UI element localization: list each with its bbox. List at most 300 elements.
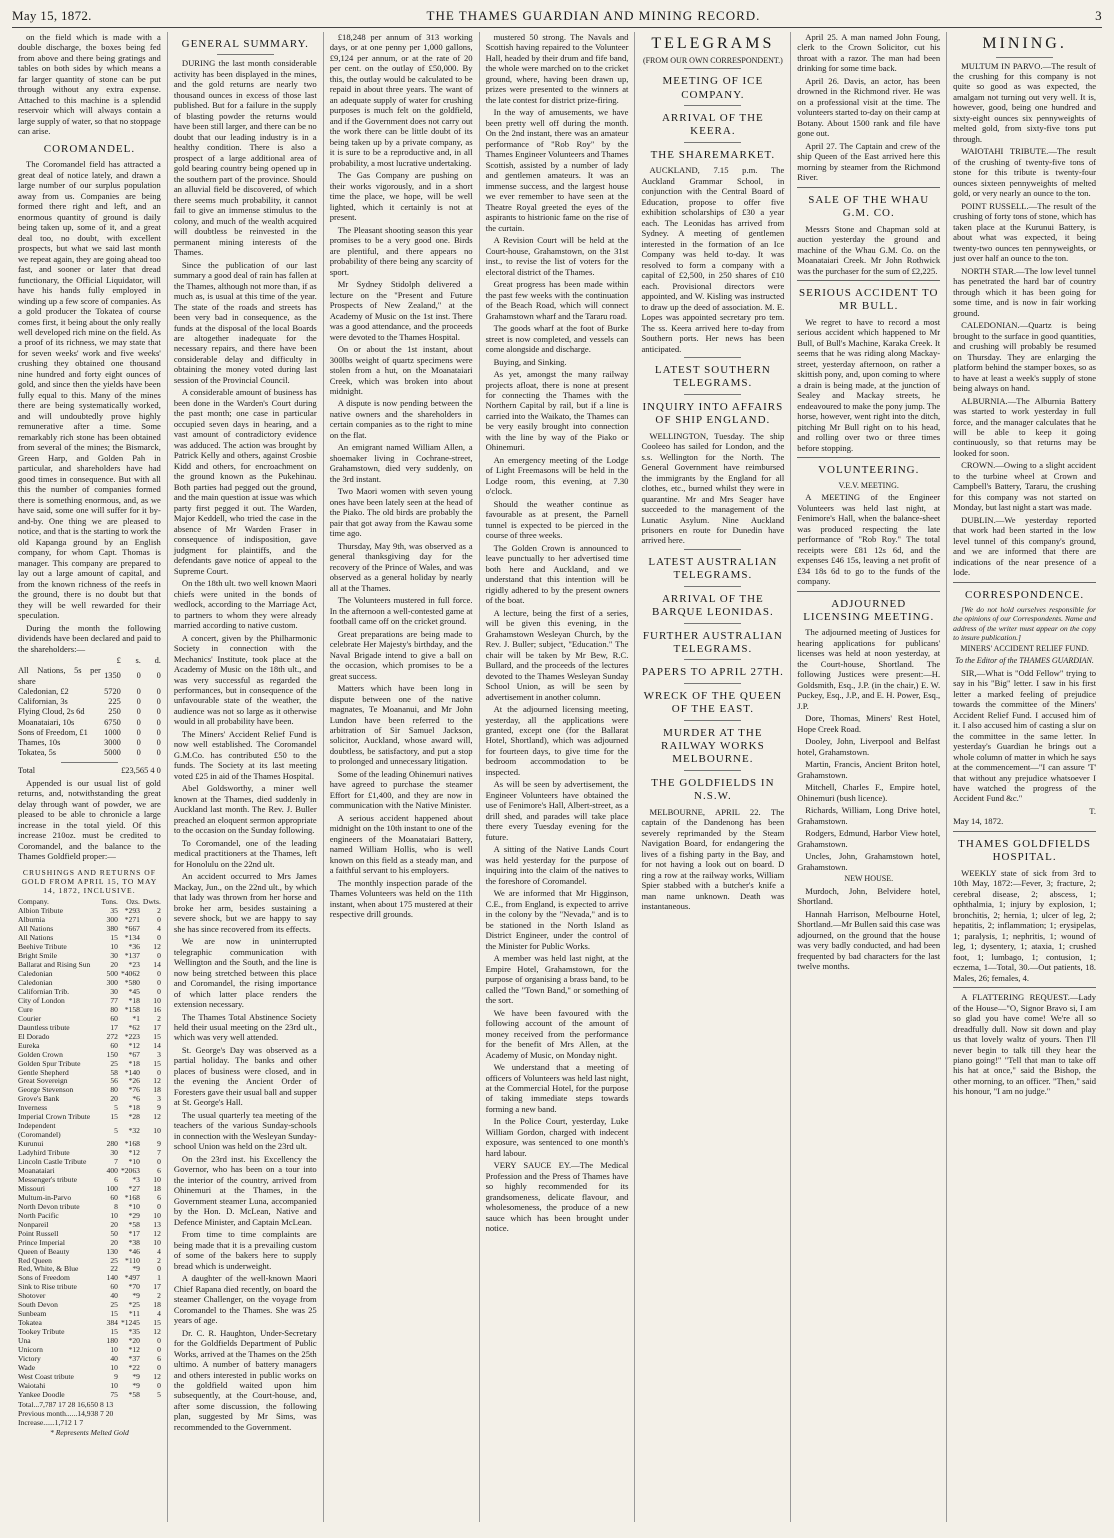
news-paragraph: Two Maori women with seven young ones have been lately seen at the head of the Piako. The old birds are probably the pair that got away from the Kawau some time ago.	[329, 486, 473, 539]
telegram-heading: INQUIRY INTO AFFAIRS OF SHIP ENGLAND.	[642, 400, 784, 427]
divider	[953, 987, 1096, 988]
column-3-body	[330, 32, 473, 920]
crushing-value: *18	[128, 1058, 140, 1068]
crushing-value: 1	[157, 1273, 161, 1283]
crushing-value: 12	[153, 1076, 161, 1086]
telegram-text: WELLINGTON, Tuesday. The ship Cooleeo has sailed for London, and the s.s. Wellington for the North. The General Government have reimbursed the immigrants by the England for all clothes, etc., burned whilst they were in quarantine. Mr and Mrs Seager have succeeded to the management of the Lunatic Asylum. Nine Auckland prisoners en route for Dunedin have arrived here.	[641, 430, 785, 546]
news-paragraph: The monthly inspection parade of the Thames Volunteers was held on the 11th instant, when about 175 mustered at their respective drill grounds.	[329, 877, 473, 920]
dividend-pounds: 6750	[104, 717, 121, 727]
news-paragraph: As yet, amongst the many railway projects afloat, there is none at present for connecting the Thames with the Northern Capital by rail, but if a line is carried into the Waikato, the Thames can be very easily brought into connection with the line by way of the Piako or Ohinemuri.	[485, 369, 629, 453]
crushing-company: Alburnia	[18, 915, 45, 925]
crushing-value: 16	[153, 1004, 161, 1014]
crushing-value: 10	[110, 1345, 118, 1355]
news-paragraph: The Volunteers mustered in full force. In the afternoon a well-contested game at football came off on the cricket ground.	[329, 595, 473, 627]
dividend-pence: 0	[156, 686, 161, 696]
letter-date: May 14, 1872.	[953, 816, 1004, 827]
telegram-heading: PAPERS TO APRIL 27TH.	[641, 666, 784, 679]
letter-heading: MINERS' ACCIDENT RELIEF FUND.	[960, 644, 1089, 654]
mining-paragraph: NORTH STAR.—The low level tunnel has penetrated the hard bar of country through which it has been going for some time, and is now in fair working ground.	[953, 265, 1097, 318]
crushing-value: 100	[106, 1183, 118, 1193]
summary-paragraph: From time to time complaints are being made that it is a prevailing custom of some of the bakers here to supply bread which is underweight.	[173, 1229, 317, 1271]
whau-heading: SALE OF THE WHAU G.M. CO.	[808, 193, 930, 220]
crushing-company: Grove's Bank	[18, 1094, 60, 1104]
telegrams-body	[641, 68, 784, 911]
news-paragraph: A sitting of the Native Lands Court was held yesterday for the purpose of inquiring into the claim of the natives to the foreshore of Coromandel.	[485, 844, 629, 886]
dividends-total	[18, 766, 161, 776]
crushing-value: 50	[110, 1228, 118, 1238]
crushing-row	[18, 1391, 161, 1400]
dividend-shillings: 0	[136, 748, 141, 758]
licensing-tail: Hannah Harrison, Melbourne Hotel, Shortland.—Mr Bullen said this case was adjourned, on the ground that the house was very badly conducted, and had been frequented by bad characters for the last twelve months.	[797, 908, 941, 972]
crushing-value: *58	[128, 1389, 140, 1399]
coromandel-text: The Coromandel field has attracted a great deal of notice lately, and drawn a large number of our surplus population away from us. Companies are being formed there right and left, and an enormous quantity of ground is daily being taken up, some of it, and a great deal too, no doubt, with excellent prospects, but what we said last month we repeat again, they are going ahead too fast, and sooner or later that dread functionary, the Official Liquidator, will have his hands fully employed in winding up a few score of companies. As a gold producer the Tokatea of course comes first, it being about the only really well developed rich mine on the field. As a proof of its richness, we may state that for seven weeks' work and five weeks' crushing they obtained one thousand nine hundred and forty eight ounces of gold, and since then the yields have been fully equal to this. Many of the mines there are being systematically worked, and will undoubtedly prove highly remunerative after a time. Some remarkably rich stone has been obtained from several of the mines; the Bismarck, Green Harp, and Golden Pah in particular, and shareholders have had good times in consequence. But with all this the number of companies formed there is something enormous, and, as we have said, some one will suffer for it by-and-by. One thing we are pleased to notice, and that is the starting to work the old Kapanga ground by an English company, for whom Capt. Thomas is manager. This company are prepared to lay out a large amount of capital, and from the known richness of the reefs in the ground, there is no doubt but that they will be well rewarded for their speculation.	[18, 159, 161, 621]
crushing-value: 12	[153, 1327, 161, 1337]
license-entry: Dore, Thomas, Miners' Rest Hotel, Hope Creek Road.	[797, 713, 941, 734]
divider	[684, 659, 741, 660]
dividend-shillings: 0	[136, 686, 141, 696]
crushing-value: 12	[153, 1228, 161, 1238]
telegram-heading: MURDER AT THE RAILWAY WORKS MELBOURNE.	[660, 726, 765, 766]
crushing-value: 75	[110, 1389, 118, 1399]
crushing-value: 384	[106, 1318, 118, 1328]
dividend-pounds: 5000	[104, 748, 121, 758]
hospital-heading: THAMES GOLDFIELDS HOSPITAL.	[958, 837, 1091, 864]
crushing-value: 18	[153, 1183, 161, 1193]
summary-paragraph: A daughter of the well-known Maori Chief Rapana died recently, on board the steamer Challenger, on the voyage from Coromandel to the Thames. She was 25 years of age.	[173, 1273, 317, 1326]
crushings-column-header: Dwts.	[142, 897, 161, 907]
crushing-value: 25	[110, 1255, 118, 1265]
crushing-value: 0	[157, 1380, 161, 1390]
summary-paragraph: To Coromandel, one of the leading medical practitioners at the Thames, left for Honolulu on the 22nd ult.	[173, 837, 317, 869]
crushing-company: Sons of Freedom	[18, 1273, 70, 1283]
dividends-after: Appended is our usual list of gold returns, and, notwithstanding the great delay through want of powder, we are pleased to be able to chronicle a large increase in the total yield. Of this increase 210oz. must be credited to Coromandel, and the balance to the Thames Goldfield proper:—	[18, 777, 161, 862]
crushing-value: 80	[110, 1085, 118, 1095]
crushing-value: 2	[157, 1255, 161, 1265]
news-paragraph: In the way of amusements, we have been pretty well off during the month. On the 2nd instant, there was an amateur performance of "Rob Roy" by the Thames Engineer Volunteers and Thames Scottish, assisted by a number of lady and gentlemen amateurs. It was an immense success, and the largest house we ever remember to have seen at the Theatre Royal greeted the eyes of the aspirants to histrionic fame on the rise of the curtain.	[485, 107, 629, 233]
crushing-value: *9	[132, 1380, 140, 1390]
dividend-pence: 0	[156, 717, 161, 727]
crushing-value: *67	[128, 1049, 140, 1059]
divider	[684, 105, 741, 106]
crushing-company: El Dorado	[18, 1031, 50, 1041]
crushing-value: 140	[106, 1273, 118, 1283]
dividend-pence: 0	[156, 707, 161, 717]
news-paragraph: A lecture, being the first of a series, will be given this evening, in the Grahamstown Wesleyan Church, by the Rev. J. Buller; subject, "Education." The chair will be taken by Mr Bew, R.C. Bullard, and the proceeds of the lectures devoted to the Thames Wesleyan Sunday School Union, as will be seen by advertisement in another column.	[485, 607, 629, 702]
divider	[684, 68, 741, 69]
crushing-value: *27	[128, 1183, 140, 1193]
crushing-value: 10	[153, 1237, 161, 1247]
news-paragraph: At the adjourned licensing meeting, yesterday, all the applications were granted, except one (for the Ballarat Hotel, Shortland), which was adjourned for fourteen days, to give time for the bedroom accommodation to be inspected.	[485, 704, 629, 777]
crushing-value: 10	[110, 1380, 118, 1390]
crushing-company: Tokatea	[18, 1318, 42, 1328]
news-paragraph: We have been favoured with the following account of the amount of money received from the performance for the benefit of Mrs Allen, at the Academy of Music, on Monday night.	[485, 1007, 629, 1060]
dividend-pounds: 250	[108, 707, 121, 717]
summary-paragraph: An accident occurred to Mrs James Mackay, Jun., on the 22nd ult., by which that lady was thrown from her horse and broke her arm, besides sustaining a severe shock, but we are happy to say she has since recovered from its effects.	[173, 871, 317, 934]
bull-heading: SERIOUS ACCIDENT TO MR BULL.	[799, 287, 939, 313]
volunteering-text: A MEETING of the Engineer Volunteers was held last night, at Fenimore's Hall, when the balance-sheet was produced respecting the late performance of "Rob Roy." The total receipts were £81 12s 6d, and the expenses £46 15s, leaving a net profit of £34 18s 6d to go to the funds of the company.	[797, 492, 941, 587]
crushing-value: 10	[110, 1362, 118, 1372]
divider	[217, 54, 274, 55]
crushing-value: 5	[157, 1389, 161, 1399]
column-4-body	[486, 32, 629, 1234]
crushing-value: 6	[157, 1192, 161, 1202]
dividend-company: All Nations, 5s per share	[18, 666, 101, 686]
crushing-value: 3	[157, 1049, 161, 1059]
crushing-company: Courier	[18, 1013, 42, 1023]
crushing-company: Nonpareil	[18, 1219, 49, 1229]
crushing-value: 0	[157, 969, 161, 979]
crushing-company: North Pacific	[18, 1210, 59, 1220]
dividends-unit-label: £	[116, 656, 121, 666]
hospital-text: WEEKLY state of sick from 3rd to 10th May, 1872:—Fever, 3; fracture, 2; cerebral disease, 2; abscess, 1; ophthalmia, 1; injury by explosion, 1; bronchitis, 2; hernia, 1; ulcer of leg, 2; hepatitis, 2; inflammation; 1; erysipelas, 1; paralysis, 1; nephritis, 1; wound of leg, 1; dysentery, 1; ataxia, 1; crushed foot, 1; lumbago, 1; contusion, 1; eczema, 1—Total, 30.—Out patients, 18. Males, 26; females, 4.	[953, 867, 1097, 983]
crushing-value: *1245	[120, 1318, 140, 1328]
crushing-value: 4	[157, 1309, 161, 1319]
crushing-value: *23	[128, 960, 140, 970]
crushing-company: Messenger's tribute	[18, 1174, 77, 1184]
news-paragraph: We are informed that Mr Higginson, C.E., from England, is expected to arrive in the colony by the "Nevada," and is to be stationed in the North Island as District Engineer, under the control of the Minister for Public Works.	[485, 888, 629, 951]
anecdote-text: A FLATTERING REQUEST.—Lady of the House—"O, Signor Bravo si, I am so glad you have come! We're all so dreadfully dull. Now sit down and play us that lovely waltz of yours. Then I'll never begin to talk till they hear the piano going!" "Tell that man to take off his hat at once," said the Bishop, the other morning, to an officer. "Then," said his honour, "I am no judge."	[953, 992, 1097, 1097]
crushing-value: 4	[157, 1246, 161, 1256]
crushing-value: 12	[153, 942, 161, 952]
crushing-value: 10	[153, 1174, 161, 1184]
dividend-company: Caledonian, £2	[18, 686, 69, 696]
crushing-company: Californian Trib.	[18, 986, 70, 996]
dividend-company: Tokatea, 5s	[18, 748, 57, 758]
letter-addressee: To the Editor of the THAMES GUARDIAN.	[955, 655, 1094, 665]
news-paragraph: The Gas Company are pushing on their works vigorously, and in a short time the place, we hope, will be well lighted, which it certainly is not at present.	[329, 170, 473, 223]
crushing-value: 15	[110, 1327, 118, 1337]
crushing-value: *3	[132, 1174, 140, 1184]
whau-text: Messrs Stone and Chapman sold at auction yesterday the ground and machine of the Whau G.M. Co. on the Moanataiari Creek. Mr John Rothwick was the purchaser for the sum of £2,225.	[797, 223, 941, 276]
crushing-company: Una	[18, 1336, 31, 1346]
news-paragraph: The Golden Crown is announced to leave punctually to her advertised time both here and Auckland, and we understand that this intention will be rigidly adhered to by the present owners of the boat.	[485, 542, 629, 606]
crushing-value: *137	[124, 951, 140, 961]
telegram-text: AUCKLAND, 7.15 p.m. The Auckland Grammar School, in conjunction with the Central Board of Education, propose to offer five exhibition scholarships of £30 a year each. The Leonidas has arrived from Sydney. A meeting of gentlemen interested in the formation of an Ice Company was held to-day. It was resolved to form a company with a capital of £2,500, in 250 shares of £10 each. Provisional directors were appointed, and W. Kisling was instructed to draw up the deed of association. M. E. Lopes was appointed secretary pro tem. The ss. Keera arrived here to-day from Southern ports. Her news has been anticipated.	[641, 165, 785, 354]
crushing-value: *58	[128, 1219, 140, 1229]
crushing-company: Sunbeam	[18, 1309, 47, 1319]
crushing-value: 2	[157, 906, 161, 916]
crushing-value: 17	[153, 1022, 161, 1032]
crushing-company: Victory	[18, 1354, 41, 1363]
licensing-text: The adjourned meeting of Justices for hearing applications for publicans' licenses was held at noon yesterday, at the Court-house, Shortland. The following Justices were present:—H. Goldsmith, Esq., J.P. (in the chair,) E. W. Puckey, Esq., J.P., and E. H. Power, Esq., J.P.	[797, 627, 941, 711]
mining-paragraph: POINT RUSSELL.—The result of the crushing of forty tons of stone, which has taken place at the Kurunui Battery, is about what was expected, it being twenty-two ounces ten pennyweights, or just over half an ounce to the ton.	[953, 200, 1097, 264]
crushing-company: George Stevenson	[18, 1085, 74, 1095]
crushing-company: Inverness	[18, 1103, 48, 1113]
crushing-company: Missouri	[18, 1183, 46, 1193]
crushing-company: All Nations	[18, 933, 54, 943]
crushing-value: 10	[153, 1125, 161, 1135]
newspaper-title: THE THAMES GUARDIAN AND MINING RECORD.	[426, 8, 761, 23]
divider	[684, 549, 741, 550]
crushing-company: All Nations	[18, 924, 54, 934]
telegram-paragraph: April 26. Davis, an actor, has been drowned in the Richmond river. He was on a professional visit at the time. The volunteers started to-day on their camp at Botany. About 1500 rank and file have gone out.	[797, 75, 941, 139]
crushing-value: *158	[124, 1004, 140, 1014]
crushings-column-header: Company.	[18, 897, 49, 907]
crushing-value: 6	[157, 1165, 161, 1175]
divider	[684, 357, 741, 358]
column-3	[324, 32, 480, 1522]
license-entry: Rodgers, Edmund, Harbor View hotel, Grahamstown.	[797, 828, 941, 849]
dividend-company: Sons of Freedom, £1	[18, 727, 88, 737]
dividend-company: Flying Cloud, 2s 6d	[18, 707, 85, 717]
crushing-value: *110	[125, 1255, 140, 1265]
crushing-value: 15	[153, 1031, 161, 1041]
divider	[684, 683, 741, 684]
crushings-table	[18, 898, 161, 1399]
crushings-column-header: Tons.	[101, 897, 118, 907]
crushing-value: *134	[124, 933, 140, 943]
news-paragraph: Great preparations are being made to celebrate Her Majesty's birthday, and the Naval Brigade intend to give a ball on the occasion, which promises to be a great success.	[329, 628, 473, 681]
crushing-value: 14	[153, 1040, 161, 1050]
crushing-value: 2	[157, 1291, 161, 1301]
bull-text: We regret to have to record a most serious accident which happened to Mr Bull, of Bull's Machine, Karaka Creek. It seems that he was riding along Mackay-street, yesterday afternoon, on rather a skittish pony, and, upon coming to where a drain is being made, at the junction of Sealey and Mackay streets, he endeavoured to make the pony jump. The horse, however, went right into the ditch, pitching Mr Bull right on to his head, and rolling over two or three times before stopping.	[797, 316, 941, 453]
dividend-row	[18, 748, 161, 758]
mining-paragraph: MULTUM IN PARVO.—The result of the crushing for this company is not quite so good as was expected, the amalgam not turning out very well. It is, however, good, being one hundred and sixty-eight ounces six pennyweights of melted gold, from sixty-five tons put through.	[953, 60, 1097, 144]
crushing-company: Point Russell	[18, 1228, 59, 1238]
crushing-value: 7	[114, 1157, 118, 1167]
telegrams-subheading: (FROM OUR OWN CORRESPONDENT.)	[642, 55, 783, 65]
crushing-value: 0	[157, 1264, 161, 1274]
crushing-company: North Devon tribute	[18, 1201, 80, 1211]
news-paragraph: The goods wharf at the foot of Burke street is now completed, and vessels can come alongside and discharge.	[485, 323, 629, 355]
dividend-shillings: 0	[136, 727, 141, 737]
dividend-row	[18, 718, 161, 728]
correspondence-note: [We do not hold ourselves responsible for the opinions of our Correspondents. Name and address of the writer must appear on the copy to insure publication.]	[953, 605, 1097, 642]
crushing-company: Yankee Doodle	[18, 1389, 65, 1399]
crushing-value: 22	[110, 1264, 118, 1274]
crushing-value: *10	[128, 1157, 140, 1167]
news-paragraph: Great progress has been made within the past few weeks with the continuation of the Beach Road, which will connect Grahamstown wharf and the Tararu road.	[485, 279, 629, 321]
dividend-pounds: 225	[108, 697, 121, 707]
crushing-value: 0	[157, 933, 161, 943]
crushing-value: *45	[128, 986, 140, 996]
crushing-value: *580	[124, 977, 140, 987]
crushing-value: *18	[128, 995, 140, 1005]
crushing-company: Queen of Beauty	[18, 1246, 70, 1256]
crushing-value: *667	[124, 924, 140, 934]
dividends-intro: During the month the following dividends have been declared and paid to the shareholders:—	[18, 622, 161, 654]
crushing-value: 12	[153, 1371, 161, 1381]
crushing-value: 6	[157, 1354, 161, 1363]
crushing-company: City of London	[18, 995, 65, 1005]
new-house-text: Murdoch, John, Belvidere hotel, Shortland.	[797, 885, 941, 907]
news-paragraph: Matters which have been long in dispute between one of the native magnates, Te Moananui, and Mr John Lundon have been referred to the arbitration of Sir Samuel Jackson, solicitor, Auckland, whose award will, doubtless, be satisfactory, and put a stop to prolonged and unnecessary litigation.	[329, 683, 473, 767]
crushing-value: 0	[157, 1201, 161, 1211]
crushing-value: 77	[110, 995, 118, 1005]
crushing-company: Multum-in-Parvo	[18, 1192, 72, 1202]
crushing-value: 30	[110, 951, 118, 961]
mining-body	[953, 61, 1096, 578]
crushing-value: 280	[106, 1139, 118, 1149]
crushing-value: 0	[157, 1157, 161, 1167]
divider	[797, 591, 940, 592]
dividends-total-value: £23,565 4 0	[121, 765, 161, 775]
crushing-company: Beehive Tribute	[18, 942, 67, 952]
crushing-company: Red Queen	[18, 1255, 52, 1265]
crushing-value: *2063	[120, 1165, 140, 1175]
crushing-value: 300	[106, 977, 118, 987]
dividend-row	[18, 697, 161, 707]
crushing-value: *271	[124, 915, 140, 925]
crushing-company: West Coast tribute	[18, 1371, 74, 1381]
crushing-value: 18	[153, 1300, 161, 1310]
crushing-value: 9	[157, 1103, 161, 1113]
page-number: 3	[1095, 8, 1102, 23]
crushing-value: 58	[110, 1067, 118, 1077]
news-paragraph: In the Police Court, yesterday, Luke William Gordon, charged with indecent exposure, was sentenced to one month's hard labour.	[485, 1116, 629, 1158]
column-1	[12, 32, 168, 1522]
news-paragraph: As will be seen by advertisement, the Engineer Volunteers have obtained the use of Fenimore's Hall, Albert-street, as a drill shed, and parades will take place there every Tuesday evening for the future.	[485, 779, 629, 842]
dividend-shillings: 0	[136, 707, 141, 717]
crushing-value: 10	[110, 1210, 118, 1220]
dividend-company: Moanataiari, 10s	[18, 717, 75, 727]
crushing-value: 272	[106, 1031, 118, 1041]
dividend-pence: 0	[156, 671, 161, 681]
crushing-value: *9	[132, 1291, 140, 1301]
licensing-heading: ADJOURNED LICENSING MEETING.	[803, 597, 935, 624]
divider	[684, 142, 741, 143]
crushing-value: *9	[132, 1264, 140, 1274]
divider	[953, 831, 1096, 832]
news-paragraph: Thursday, May 9th, was observed as a general thanksgiving day for the recovery of the Prince of Wales, and was observed as a general holiday by nearly all at the Thames.	[329, 540, 473, 593]
crushing-value: 0	[157, 1336, 161, 1346]
divider	[684, 623, 741, 624]
masthead	[12, 8, 1102, 28]
divider	[996, 57, 1053, 58]
dividend-pounds: 3000	[104, 738, 121, 748]
license-entry: Mitchell, Charles F., Empire hotel, Ohinemuri (bush licence).	[797, 782, 941, 803]
news-paragraph: Mr Sydney Stidolph delivered a lecture on the "Present and Future Prospects of New Zealand," at the Academy of Music on the 1st inst. There was a good attendance, and the proceeds were devoted to the Thames Hospital.	[329, 279, 473, 342]
dividend-row	[18, 707, 161, 717]
crushing-value: 2	[157, 1013, 161, 1023]
crushings-column-header: Ozs.	[126, 897, 140, 907]
columns	[12, 32, 1102, 1522]
crushing-value: *76	[128, 1085, 140, 1095]
dividend-row	[18, 738, 161, 748]
crushing-value: 25	[110, 1058, 118, 1068]
dividend-shillings: 0	[136, 697, 141, 707]
dividend-row	[18, 666, 161, 687]
crushing-company: Ladyhird Tribute	[18, 1148, 70, 1158]
crushing-value: 4	[157, 924, 161, 934]
crushing-company: Cure	[18, 1004, 33, 1014]
divider	[684, 586, 741, 587]
crushing-company: Bright Smile	[18, 951, 58, 961]
crushing-company: Caledonian	[18, 977, 53, 987]
license-entry: Uncles, John, Grahamstown hotel, Grahamstown.	[797, 851, 941, 872]
crushing-value: 130	[106, 1246, 118, 1256]
news-paragraph: Should the weather continue as favourable as at present, the Parnell tunnel is expected to be pierced in the course of three weeks.	[485, 498, 629, 541]
crushing-company: Albion Tribute	[18, 906, 63, 916]
crushing-company: Caledonian	[18, 969, 53, 979]
news-paragraph: On or about the 1st instant, about 300lbs weight of quartz specimens were stolen from a hut, on the Moanataiari Creek, which was broken into about midnight.	[329, 344, 473, 396]
crushing-value: 0	[157, 915, 161, 925]
crushing-value: 0	[157, 951, 161, 961]
crushing-company: Independent (Coromandel)	[18, 1121, 61, 1140]
crushing-value: 25	[110, 1300, 118, 1310]
telegram-heading: FURTHER AUSTRALIAN TELEGRAMS.	[642, 629, 783, 655]
crushing-value: *12	[128, 1148, 140, 1158]
crushing-value: *20	[128, 1336, 140, 1346]
coromandel-heading: COROMANDEL.	[43, 142, 136, 155]
divider	[797, 280, 940, 281]
crushing-value: 14	[153, 960, 161, 970]
crushing-company: Great Sovereign	[18, 1076, 68, 1086]
intro-paragraph: on the field which is made with a double discharge, the boxes being fed from above and there being gratings and tables on both sides by which means a far larger quantity of stone can be put through without any extra expense. Attached to this machine is a splendid reservoir which will always contain a large supply of water, so that no stoppage can arise.	[18, 32, 161, 137]
summary-paragraph: Dr. C. R. Haughton, Under-Secretary for the Goldfields Department of Public Works, arrived at the Thames on the 25th ultimo. A number of battery managers and others interested in public works on the goldfield waited upon him subsequently, at the Court-house, and, after some discussion, the following plan, suggested by Mr Sims, was recommended to the Government.	[173, 1327, 317, 1432]
new-house-heading: NEW HOUSE.	[844, 874, 894, 884]
letter-signature: T.	[1089, 805, 1097, 816]
crushing-value: 17	[153, 1282, 161, 1292]
crushing-company: Shotover	[18, 1291, 46, 1301]
dividend-company: Californian, 3s	[18, 697, 68, 707]
crushing-company: Tookey Tribute	[18, 1327, 65, 1337]
crushing-value: 5	[114, 1103, 118, 1113]
summary-paragraph: Since the publication of our last summary a good deal of rain has fallen at the Thames, although not more than, if as much as, is usual at this time of the year. The state of the roads and streets has been very bad in consequence, as the funds at the disposal of the local Boards are altogether inadequate for the necessary repairs, and there have been considerable delay and difficulty in obtaining the money voted during last session of the Provincial Council.	[173, 259, 317, 385]
crushing-value: 9	[114, 1371, 118, 1381]
crushing-value: *62	[128, 1022, 140, 1032]
summary-paragraph: On the 18th ult. two well known Maori chiefs were united in the bonds of wedlock, according to the Marriage Act, to partners to whom they were already married according to native custom.	[173, 578, 317, 631]
crushing-value: *223	[124, 1031, 140, 1041]
crushing-value: 15	[110, 933, 118, 943]
telegram-heading: LATEST AUSTRALIAN TELEGRAMS.	[648, 555, 778, 582]
mining-heading: MINING.	[982, 35, 1067, 52]
news-paragraph: A Revision Court will be held at the Court-house, Grahamstown, on the 31st inst., to revise the list of voters for the electoral district of the Thames.	[485, 235, 629, 277]
news-paragraph: An emergency meeting of the Lodge of Light Freemasons will be held in the Lodge room, this evening, at 7.30 o'clock.	[485, 454, 629, 497]
dividend-pounds: 1350	[104, 671, 121, 681]
dividends-unit-label: s.	[135, 656, 141, 666]
telegram-paragraph: April 27. The Captain and crew of the ship Queen of the East arrived here this morning by steamer from the Richmond River.	[797, 140, 941, 183]
crushing-value: *9	[132, 1371, 140, 1381]
news-paragraph: A member was held last night, at the Empire Hotel, Grahamstown, for the purpose of organising a brass band, to be called the "Town Band," or something of the sort.	[485, 953, 629, 1006]
crushing-value: *168	[124, 1192, 140, 1202]
crushing-value: *293	[124, 906, 140, 916]
news-paragraph: A serious accident happened about midnight on the 10th instant to one of the engineers of the Moanataiari Battery, named William Hollis, who is well known on this field as a steady man, and a faithful servant to his employers.	[329, 812, 473, 876]
dividend-shillings: 0	[136, 717, 141, 727]
dividend-shillings: 0	[136, 738, 141, 748]
dividend-pounds: 5720	[104, 686, 121, 696]
dividend-pence: 0	[156, 738, 161, 748]
crushing-value: 10	[153, 1210, 161, 1220]
column-7	[947, 32, 1102, 1522]
crushing-company: Kurunui	[18, 1139, 44, 1149]
mining-paragraph: CALEDONIAN.—Quartz is being brought to the surface in good quantities, and crushing will probably be resumed on Thursday. They are enlarging the platform behind the stamper boxes, so as to have at least a week's supply of stone being always on hand.	[953, 320, 1097, 394]
summary-paragraph: A concert, given by the Philharmonic Society in connection with the Mechanics' Institute, took place at the Academy of Music on the 18th ult., and was very successful as regarded the performances, but in consequence of the unfavourable state of the weather, the audience was not so large as it otherwise would in all probability have been.	[173, 632, 317, 727]
summary-paragraph: Abel Goldsworthy, a miner well known at the Thames, died suddenly in Auckland last month. The Rev. J. Buller preached an eloquent sermon appropriate to the occasion on the Sunday following.	[173, 783, 317, 836]
crushing-value: *37	[128, 1354, 140, 1363]
crushing-value: 5	[114, 1125, 118, 1135]
news-paragraph: VERY SAUCE EY.—The Medical Profession and the Press of Thames have so highly recommended for its grandsomeness, delicate flavour, and wholesomeness, the produce of a new sauce which has been brought under notice.	[485, 1160, 629, 1234]
column-2	[168, 32, 324, 1522]
crushing-value: 13	[153, 1219, 161, 1229]
summary-paragraph: St. George's Day was observed as a partial holiday. The banks and other places of business were closed, and in the evening the Ancient Order of Foresters gave their usual ball and supper at St. George's Hall.	[173, 1044, 317, 1108]
license-entry: Richards, William, Long Drive hotel, Grahamstown.	[797, 805, 941, 826]
volunteering-subheading: V.E.V. MEETING.	[838, 480, 899, 490]
crushing-value: 60	[110, 1040, 118, 1050]
crushing-company: Unicorn	[18, 1345, 43, 1355]
crushing-company: South Devon	[18, 1300, 58, 1310]
mining-paragraph: DUBLIN.—We yesterday reported that work had been started in the low level tunnel of this company's ground, and we are informed that there are indications of the near presence of a lode.	[953, 514, 1097, 578]
crushings-note: * Represents Melted Gold	[50, 1427, 129, 1437]
dividends-total-label: Total	[18, 765, 36, 775]
crushing-value: 20	[110, 1094, 118, 1104]
crushing-value: 15	[153, 1318, 161, 1328]
crushing-value: *17	[128, 1228, 140, 1238]
divider	[684, 394, 741, 395]
summary-paragraph: On the 23rd inst. his Excellency the Governor, who has been on a tour into the interior of the country, arrived from Ohinemuri at the Thames, in the Government steamer Luna, accompanied by the Hon. D. McLean, Native and Defence Minister, and Captain McLean.	[173, 1153, 317, 1227]
crushing-value: 18	[153, 1085, 161, 1095]
crushing-value: 400	[106, 1165, 118, 1175]
